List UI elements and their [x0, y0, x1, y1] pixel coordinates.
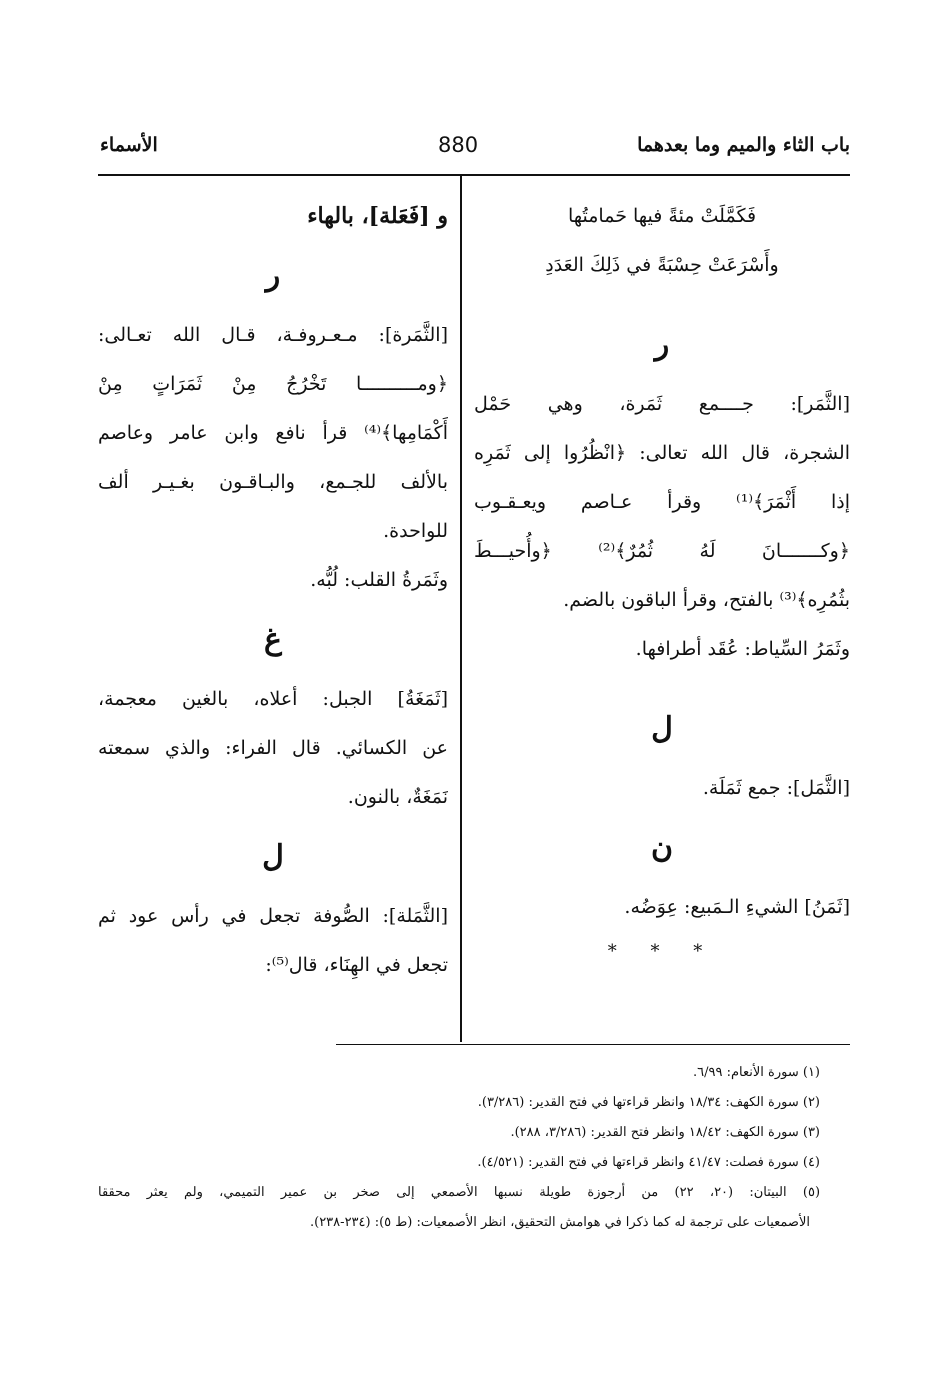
entry-line: [الثَّمَلة]: الصُّوفة تجعل في رأس عود ثم	[98, 905, 448, 927]
page-number: 880	[438, 133, 479, 157]
left-column	[98, 192, 448, 990]
entry-line: عن الكسائي. قال الفراء: والذي سمعته	[98, 737, 448, 759]
entry-line: وثَمَرُ السِّياط: عُقَد أطرافها.	[635, 638, 850, 660]
letter-heading-lam: ل	[262, 839, 284, 874]
footnote-2: (٢) سورة الكهف: ١٨/٣٤ وانظر قراءتها في فتح القدير: (٣/٢٨٦).	[477, 1095, 820, 1110]
category-title: الأسماء	[100, 134, 158, 156]
footnote-3: (٣) سورة الكهف: ١٨/٤٢ وانظر فتح القدير: (٣/٢٨٦، ٢٨٨).	[510, 1125, 820, 1140]
entry-line: إذا أَثْمَرَ﴾⁽¹⁾ وقرأ عـاصم ويعـقـوب	[474, 491, 850, 513]
entry-line: للواحدة.	[383, 520, 448, 542]
entry-line: بالألف للجـمع، والبـاقـون بغـيـر ألف	[98, 471, 448, 493]
right-column	[474, 192, 850, 972]
letter-heading-ghayn: غ	[264, 622, 282, 657]
section-end-stars: * * *	[607, 941, 717, 962]
spacer	[474, 674, 850, 694]
footnote-5-continued: الأصمعيات على ترجمة له كما ذكرا في هوامش التحقيق، انظر الأصمعيات: (ط ٥): (٢٣٤-٢٣٨).	[309, 1215, 810, 1230]
letter-heading-ra: ر	[654, 327, 670, 362]
column-divider	[460, 176, 462, 1042]
verse-line: فَكَمَّلَتْ مئةً فيها حَمامتُها	[567, 205, 757, 227]
letter-heading-ra: ر	[265, 258, 281, 293]
entry-line: بثُمُرِه﴾⁽³⁾ بالفتح، وقرأ الباقون بالضم.	[563, 589, 850, 611]
footnote-5: (٥) البيتان: (٢٠، ٢٢) من أرجوزة طويلة نسبها الأصمعي إلى صخر بن عمير التميمي، ولم يعثر محققا	[98, 1185, 820, 1200]
spacer	[474, 290, 850, 310]
footnote-4: (٤) سورة فصلت: ٤١/٤٧ وانظر قراءتها في فتح القدير: (٤/٥٢١).	[477, 1155, 820, 1170]
section-title: باب الثاء والميم وما بعدهما	[637, 134, 850, 156]
entry-line: ﴿ومــــــــــا تَخْرُجُ مِنْ ثَمَرَاتٍ مِنْ	[98, 373, 448, 395]
entry-line: أَكْمَامِها﴾⁽⁴⁾ قرأ نافع وابن عامر وعاصم	[98, 422, 448, 444]
letter-heading-nun: ن	[650, 830, 674, 865]
header-rule	[98, 174, 850, 176]
footnotes	[98, 1058, 820, 1238]
entry-line: الشجرة، قال الله تعالى: ﴿انْظُرُوا إلى ثَمَرِه	[474, 442, 850, 464]
entry-line: [الثَّمَرة]: مـعـروفـة، قـال الله تعـالى:	[98, 324, 448, 346]
entry-line: تجعل في الهِنَاء، قال⁽⁵⁾:	[265, 954, 448, 976]
entry-line: [ثَمَغَةُ] الجبل: أعلاه، بالغين معجمة،	[98, 688, 448, 710]
entry-line: نَمَغَةٌ، بالنون.	[347, 786, 448, 808]
footnote-1: (١) سورة الأنعام: ٦/٩٩.	[692, 1065, 820, 1080]
letter-heading-lam: ل	[651, 711, 673, 746]
entry-line: [الثَّمَل]: جمع ثَمَلَة.	[702, 777, 850, 799]
entry-line: [الثَّمَر]: جــــمع ثَمَرة، وهي حَمْل	[474, 393, 850, 415]
entry-line: [ثَمَنُ] الشيءِ الـمَبيع: عِوَضُه.	[624, 896, 850, 918]
pattern-heading: و [فَعَلة]، بالهاء	[307, 203, 448, 229]
entry-line: وثَمَرةُ القلب: لُبُّه.	[310, 569, 448, 591]
verse-line: وأَسْرَعَتْ حِسْبَةً في ذَلِكَ العَدَدِ	[545, 254, 779, 276]
entry-line: ﴿وكـــــــانَ لَهُ ثُمُرٌ﴾⁽²⁾ ﴿وأُحيـــطَ	[474, 540, 850, 562]
footnote-rule	[336, 1044, 850, 1045]
